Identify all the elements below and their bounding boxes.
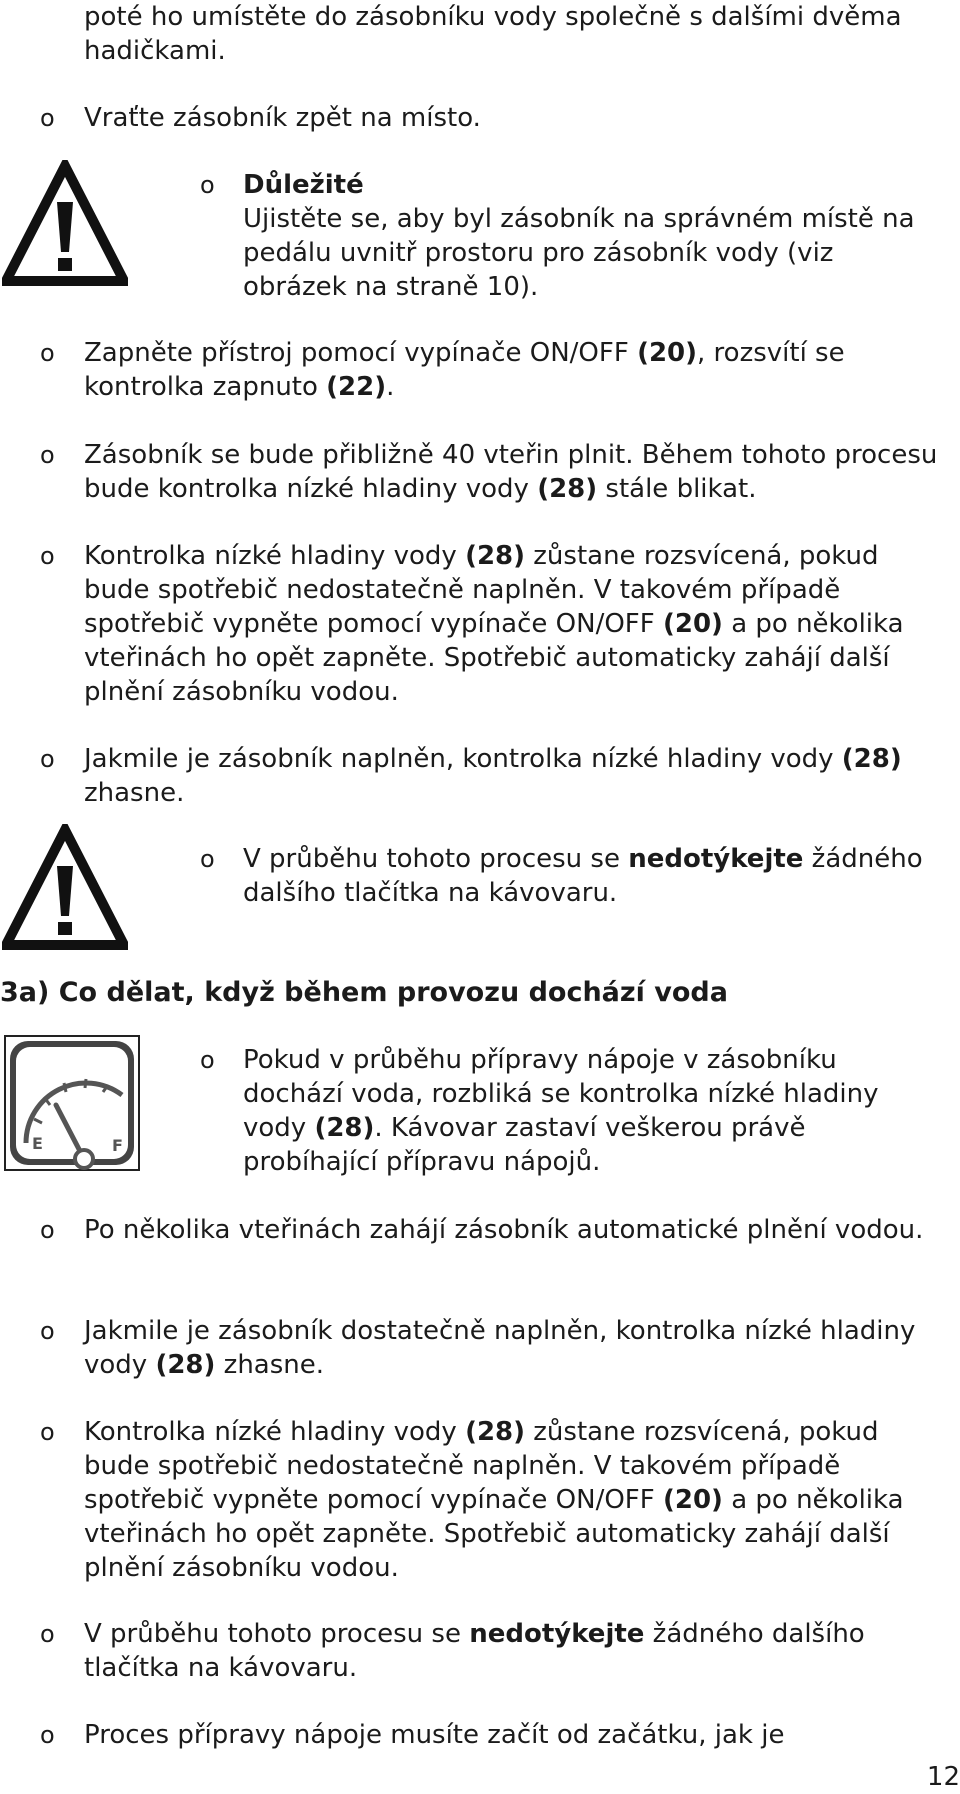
bullet: o [40,339,55,367]
step-power-on: Zapněte přístroj pomocí vypínače ON/OFF (20), rozsvítí se kontrolka zapnuto (22). [84,338,845,402]
step-filled-light-off: Jakmile je zásobník dostatečně naplněn, kontrolka nízké hladiny vody (28) zhasne. [84,1316,916,1380]
bullet: o [40,1216,55,1244]
step-return-tank: Vraťte zásobník zpět na místo. [84,103,481,133]
step-light-stays-on: Kontrolka nízké hladiny vody (28) zůstane rozsvícená, pokud bude spotřebič nedostatečně naplněn. V takovém případě spotřebič vypněte pomocí vypínače ON/OFF (20) a po několika vteřinách ho opět zapněte. Spotřebič automaticky zahájí další plnění zásobníku vodou. [84,541,904,707]
bullet: o [40,1418,55,1446]
warning-do-not-touch: V průběhu tohoto procesu se nedotýkejte žádného dalšího tlačítka na kávovaru. [243,844,923,908]
step-restart-drink: Proces přípravy nápoje musíte začít od začátku, jak je [84,1720,785,1750]
step-filling: Zásobník se bude přibližně 40 vteřin plnit. Během tohoto procesu bude kontrolka nízké hladiny vody (28) stále blikat. [84,440,938,504]
bullet: o [200,171,215,199]
step-light-off: Jakmile je zásobník naplněn, kontrolka nízké hladiny vody (28) zhasne. [84,744,902,808]
bullet: o [40,1620,55,1648]
gauge-full-label: F [112,1136,123,1155]
bullet: o [40,1317,55,1345]
bullet: o [40,745,55,773]
gauge-empty-label: E [32,1134,43,1153]
step-water-running-out: Pokud v průběhu přípravy nápoje v zásobníku dochází voda, rozbliká se kontrolka nízké hladiny vody (28). Kávovar zastaví veškerou právě probíhající přípravu nápojů. [243,1045,879,1177]
bullet: o [200,845,215,873]
bullet: o [40,441,55,469]
important-title: Důležité [243,170,364,200]
bullet: o [40,104,55,132]
paragraph-continuation: poté ho umístěte do zásobníku vody společně s dalšími dvěma hadičkami. [84,2,902,66]
page-number: 12 [926,1762,960,1792]
step-light-stays-on-2: Kontrolka nízké hladiny vody (28) zůstane rozsvícená, pokud bude spotřebič nedostatečně naplněn. V takovém případě spotřebič vypněte pomocí vypínače ON/OFF (20) a po několika vteřinách ho opět zapněte. Spotřebič automaticky zahájí další plnění zásobníku vodou. [84,1417,904,1583]
water-level-gauge-icon [4,1035,140,1171]
bullet: o [40,1721,55,1749]
warning-triangle-icon [2,160,128,287]
bullet: o [200,1046,215,1074]
section-heading: 3a) Co dělat, když během provozu dochází voda [0,977,728,1008]
bullet: o [40,542,55,570]
warning-triangle-icon [2,824,128,951]
important-note: Ujistěte se, aby byl zásobník na správném místě na pedálu uvnitř prostoru pro zásobník vody (viz obrázek na straně 10). [243,204,915,302]
step-auto-fill: Po několika vteřinách zahájí zásobník automatické plnění vodou. [84,1215,924,1245]
step-do-not-touch-2: V průběhu tohoto procesu se nedotýkejte žádného dalšího tlačítka na kávovaru. [84,1619,865,1683]
